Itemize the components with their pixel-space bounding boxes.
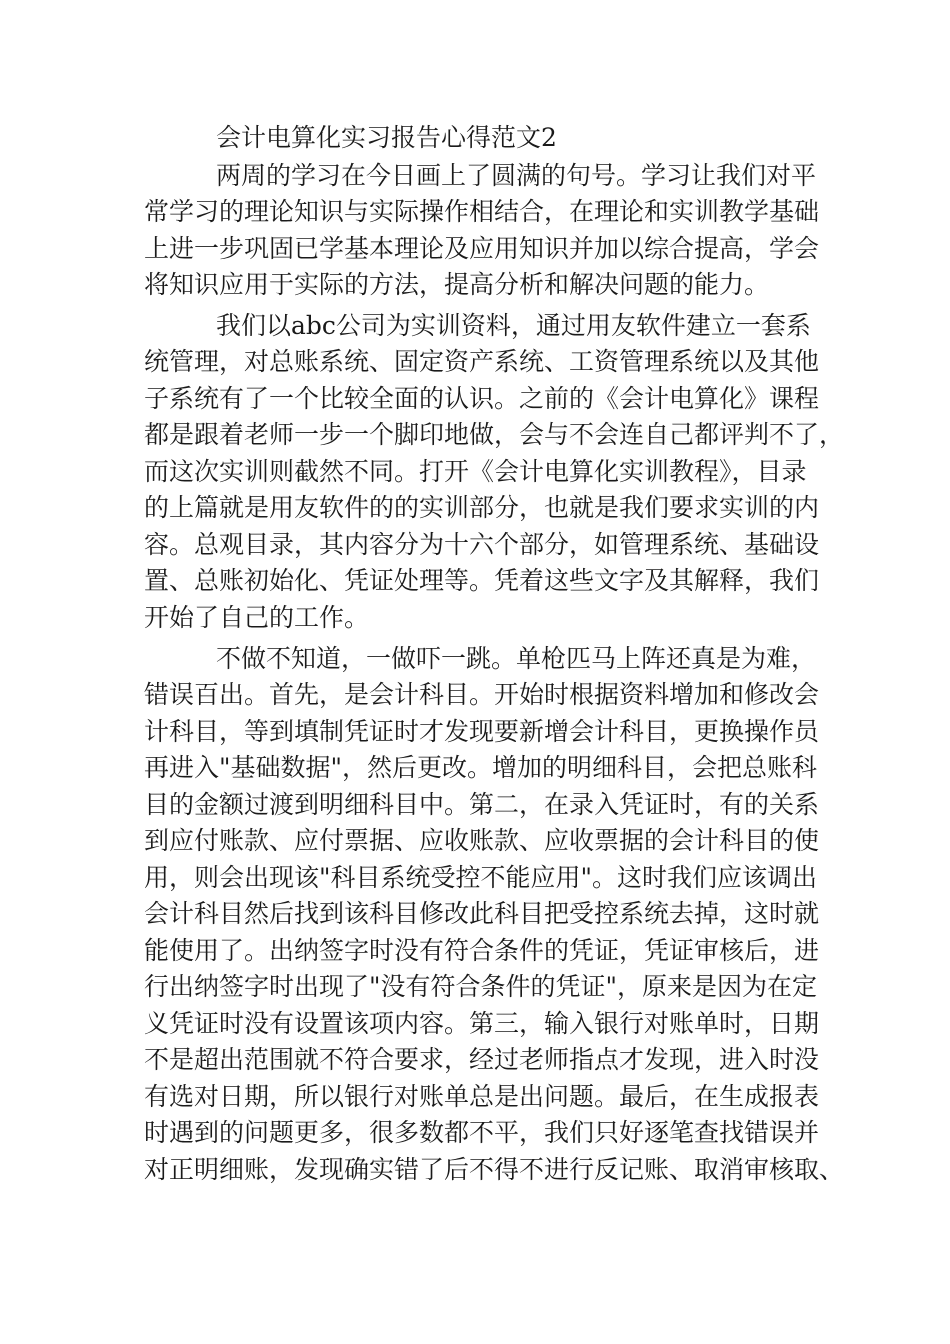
- paragraph-1-line-2: 常学习的理论知识与实际操作相结合，在理论和实训教学基础: [144, 197, 820, 226]
- paragraph-3-line-15: 对正明细账，发现确实错了后不得不进行反记账、取消审核取、: [144, 1155, 845, 1184]
- paragraph-3-line-13: 有选对日期，所以银行对账单总是出问题。最后，在生成报表: [144, 1082, 820, 1111]
- paragraph-1-line-3: 上进一步巩固已学基本理论及应用知识并加以综合提高，学会: [144, 234, 820, 263]
- paragraph-3-line-12: 不是超出范围就不符合要求，经过老师指点才发现，进入时没: [144, 1045, 820, 1074]
- paragraph-3-line-3: 计科目，等到填制凭证时才发现要新增会计科目，更换操作员: [144, 717, 820, 746]
- document-title: 会计电算化实习报告心得范文2: [216, 123, 557, 152]
- paragraph-3-line-2: 错误百出。首先，是会计科目。开始时根据资料增加和修改会: [144, 680, 820, 709]
- paragraph-2-line-9: 开始了自己的工作。: [144, 603, 370, 632]
- paragraph-2-line-2: 统管理，对总账系统、固定资产系统、工资管理系统以及其他: [144, 347, 820, 376]
- paragraph-3-line-4: 再进入"基础数据"，然后更改。增加的明细科目，会把总账科: [144, 753, 818, 782]
- paragraph-2-line-1: 我们以abc公司为实训资料，通过用友软件建立一套系: [216, 311, 811, 340]
- paragraph-3-line-11: 义凭证时没有设置该项内容。第三，输入银行对账单时，日期: [144, 1009, 820, 1038]
- paragraph-3-line-1: 不做不知道，一做吓一跳。单枪匹马上阵还真是为难，: [216, 644, 817, 673]
- paragraph-2-line-3: 子系统有了一个比较全面的认识。之前的《会计电算化》课程: [144, 384, 820, 413]
- paragraph-3-line-7: 用，则会出现该"科目系统受控不能应用"。这时我们应该调出: [144, 863, 818, 892]
- paragraph-2-line-5: 而这次实训则截然不同。打开《会计电算化实训教程》，目录: [144, 457, 807, 486]
- paragraph-1-line-4: 将知识应用于实际的方法，提高分析和解决问题的能力。: [144, 270, 770, 299]
- paragraph-3-line-14: 时遇到的问题更多，很多数都不平，我们只好逐笔查找错误并: [144, 1118, 820, 1147]
- paragraph-2-line-7: 容。总观目录，其内容分为十六个部分，如管理系统、基础设: [144, 530, 820, 559]
- paragraph-2-line-6: 的上篇就是用友软件的的实训部分，也就是我们要求实训的内: [144, 493, 820, 522]
- paragraph-3-line-9: 能使用了。出纳签字时没有符合条件的凭证，凭证审核后，进: [144, 936, 820, 965]
- paragraph-2-line-8: 置、总账初始化、凭证处理等。凭着这些文字及其解释，我们: [144, 566, 820, 595]
- paragraph-3-line-5: 目的金额过渡到明细科目中。第二，在录入凭证时，有的关系: [144, 790, 820, 819]
- paragraph-3-line-6: 到应付账款、应付票据、应收账款、应收票据的会计科目的使: [144, 826, 820, 855]
- paragraph-3-line-10: 行出纳签字时出现了"没有符合条件的凭证"，原来是因为在定: [144, 972, 818, 1001]
- paragraph-3-line-8: 会计科目然后找到该科目修改此科目把受控系统去掉，这时就: [144, 899, 820, 928]
- paragraph-1-line-1: 两周的学习在今日画上了圆满的句号。学习让我们对平: [216, 161, 817, 190]
- paragraph-2-line-4: 都是跟着老师一步一个脚印地做，会与不会连自己都评判不了，: [144, 420, 845, 449]
